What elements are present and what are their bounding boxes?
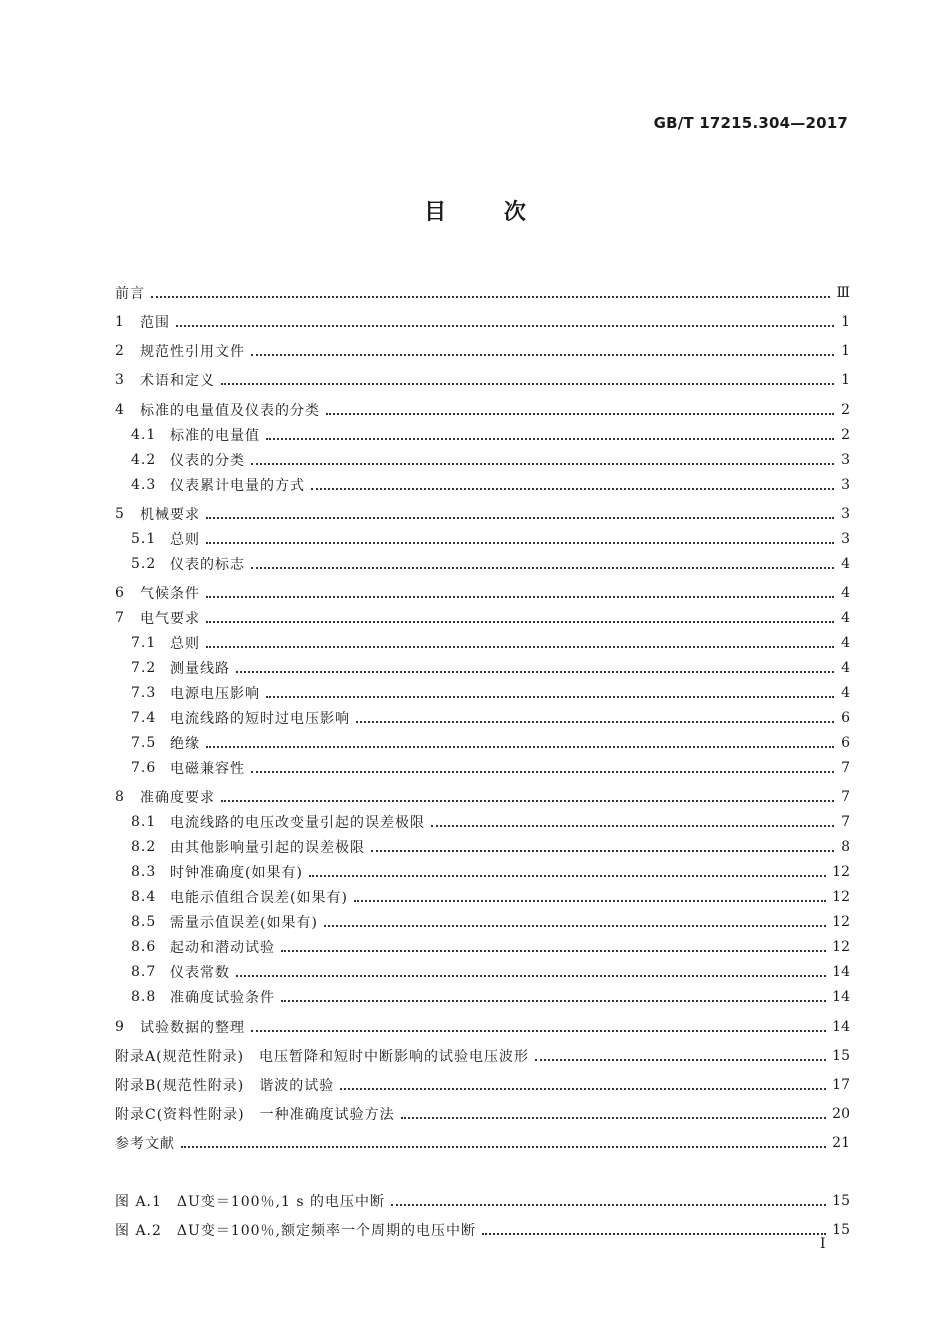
toc-entry-number: 4 xyxy=(115,402,125,418)
toc-entry-page: 12 xyxy=(832,864,850,880)
toc-entry-page: 7 xyxy=(841,760,850,776)
toc-entry-title: 附录A(规范性附录) 电压暂降和短时中断影响的试验电压波形 xyxy=(115,1049,530,1065)
toc-entry-page: 15 xyxy=(832,1048,850,1064)
toc-entry-page: 14 xyxy=(832,989,850,1005)
dot-leader xyxy=(311,487,834,490)
toc-entry-title: 标准的电量值 xyxy=(170,428,260,444)
toc-entry-number: 7.6 xyxy=(131,760,157,776)
toc-entry-title: 总则 xyxy=(170,532,200,548)
toc-entry-title: 规范性引用文件 xyxy=(140,344,245,360)
toc-entry-number: 5 xyxy=(115,506,125,522)
toc-entry-title: 需量示值误差(如果有) xyxy=(170,915,318,931)
toc-entry-page: 4 xyxy=(841,635,850,651)
standard-code: GB/T 17215.304—2017 xyxy=(653,114,848,132)
toc-entry-page: 15 xyxy=(832,1222,850,1238)
toc-entry-page: 14 xyxy=(832,1019,850,1035)
toc-entry-number: 9 xyxy=(115,1019,125,1035)
toc-entry-number: 8.8 xyxy=(131,989,157,1005)
dot-leader xyxy=(266,437,834,440)
toc-entry-title: 电磁兼容性 xyxy=(170,761,245,777)
toc-entry[interactable] xyxy=(115,1074,850,1096)
toc-entry-number: 4.2 xyxy=(131,452,157,468)
toc-entry-title: 电气要求 xyxy=(140,611,200,627)
toc-entry-page: 14 xyxy=(832,964,850,980)
toc-entry-page: 21 xyxy=(832,1135,850,1151)
page-number: Ⅰ xyxy=(820,1236,826,1252)
figure-list-entry[interactable] xyxy=(115,1190,850,1212)
toc-entry-page: 15 xyxy=(832,1193,850,1209)
toc-entry-number: 6 xyxy=(115,585,125,601)
toc-entry-number: 7.4 xyxy=(131,710,157,726)
toc-entry[interactable] xyxy=(131,811,850,833)
dot-leader xyxy=(356,720,834,723)
dot-leader xyxy=(236,670,834,673)
dot-leader xyxy=(181,1145,826,1148)
toc-entry[interactable] xyxy=(115,340,850,362)
toc-entry[interactable] xyxy=(131,553,850,575)
toc-entry-title: 准确度试验条件 xyxy=(170,990,275,1006)
toc-entry-number: 7.2 xyxy=(131,660,157,676)
toc-entry-number: 2 xyxy=(115,343,125,359)
toc-entry-number: 8.1 xyxy=(131,814,157,830)
dot-leader xyxy=(281,999,826,1002)
toc-entry[interactable] xyxy=(115,311,850,333)
toc-entry-title: 电流线路的短时过电压影响 xyxy=(170,711,350,727)
dot-leader xyxy=(324,924,826,927)
toc-entry-page: 1 xyxy=(841,372,850,388)
toc-entry-page: 1 xyxy=(841,314,850,330)
dot-leader xyxy=(151,295,830,298)
toc-entry[interactable] xyxy=(131,936,850,958)
dot-leader xyxy=(281,949,826,952)
toc-entry-number: 4.1 xyxy=(131,427,157,443)
toc-entry-number: 7.1 xyxy=(131,635,157,651)
toc-entry-title: 总则 xyxy=(170,636,200,652)
dot-leader xyxy=(266,695,834,698)
toc-entry-page: 4 xyxy=(841,685,850,701)
toc-entry-number: 3 xyxy=(115,372,125,388)
toc-entry[interactable] xyxy=(115,1016,850,1038)
toc-entry[interactable] xyxy=(115,369,850,391)
toc-entry[interactable] xyxy=(131,528,850,550)
toc-entry[interactable] xyxy=(115,399,850,421)
toc-entry-title: 绝缘 xyxy=(170,736,200,752)
toc-entry[interactable] xyxy=(131,861,850,883)
toc-entry-title: 标准的电量值及仪表的分类 xyxy=(140,403,320,419)
toc-entry-number: 7.3 xyxy=(131,685,157,701)
toc-entry-number: 8.6 xyxy=(131,939,157,955)
toc-entry-number: 1 xyxy=(115,314,125,330)
toc-entry-title: 参考文献 xyxy=(115,1136,175,1152)
dot-leader xyxy=(482,1232,826,1235)
toc-entry[interactable] xyxy=(131,682,850,704)
toc-entry-page: 3 xyxy=(841,506,850,522)
toc-entry-title: 机械要求 xyxy=(140,507,200,523)
dot-leader xyxy=(251,566,834,569)
toc-entry-number: 8 xyxy=(115,789,125,805)
toc-entry-page: 17 xyxy=(832,1077,850,1093)
toc-entry-number: 7 xyxy=(115,610,125,626)
toc-entry[interactable] xyxy=(131,911,850,933)
toc-entry-title: 仪表累计电量的方式 xyxy=(170,478,305,494)
toc-entry-number: 4.3 xyxy=(131,477,157,493)
dot-leader xyxy=(371,849,834,852)
dot-leader xyxy=(251,462,834,465)
toc-entry-page: 8 xyxy=(841,839,850,855)
dot-leader xyxy=(535,1058,826,1061)
toc-entry-title: 仪表的标志 xyxy=(170,557,245,573)
toc-entry-number: 7.5 xyxy=(131,735,157,751)
dot-leader xyxy=(236,974,826,977)
toc-entry-page: 4 xyxy=(841,610,850,626)
toc-entry-page: 6 xyxy=(841,710,850,726)
toc-entry-title: 图 A.2 ΔU变＝100％,额定频率一个周期的电压中断 xyxy=(115,1223,476,1239)
toc-entry-title: 时钟准确度(如果有) xyxy=(170,865,303,881)
toc-entry-title: 术语和定义 xyxy=(140,373,215,389)
toc-entry-page: 3 xyxy=(841,452,850,468)
dot-leader xyxy=(401,1116,827,1119)
dot-leader xyxy=(391,1203,826,1206)
toc-entry-number: 8.7 xyxy=(131,964,157,980)
toc-entry-title: 仪表常数 xyxy=(170,965,230,981)
toc-entry-page: Ⅲ xyxy=(836,285,850,301)
toc-entry-number: 8.2 xyxy=(131,839,157,855)
dot-leader xyxy=(206,645,834,648)
dot-leader xyxy=(326,412,834,415)
toc-entry[interactable] xyxy=(115,1045,850,1067)
toc-entry-title: 附录C(资料性附录) 一种准确度试验方法 xyxy=(115,1107,395,1123)
toc-entry-title: 由其他影响量引起的误差极限 xyxy=(170,840,365,856)
toc-entry[interactable] xyxy=(131,986,850,1008)
toc-entry[interactable] xyxy=(131,836,850,858)
dot-leader xyxy=(176,324,834,327)
toc-entry-title: 电流线路的电压改变量引起的误差极限 xyxy=(170,815,425,831)
dot-leader xyxy=(251,1029,826,1032)
toc-entry-page: 12 xyxy=(832,939,850,955)
toc-entry-title: 试验数据的整理 xyxy=(140,1020,245,1036)
toc-entry[interactable] xyxy=(131,657,850,679)
toc-entry[interactable] xyxy=(131,424,850,446)
dot-leader xyxy=(206,745,834,748)
dot-leader xyxy=(251,353,834,356)
toc-entry-page: 3 xyxy=(841,531,850,547)
toc-entry[interactable] xyxy=(131,707,850,729)
toc-entry-number: 8.4 xyxy=(131,889,157,905)
toc-entry[interactable] xyxy=(131,886,850,908)
toc-entry[interactable] xyxy=(131,732,850,754)
toc-entry-number: 8.3 xyxy=(131,864,157,880)
toc-entry-page: 20 xyxy=(832,1106,850,1122)
dot-leader xyxy=(206,541,834,544)
toc-entry-page: 3 xyxy=(841,477,850,493)
toc-entry[interactable] xyxy=(131,757,850,779)
toc-entry-page: 12 xyxy=(832,914,850,930)
toc-entry-title: 范围 xyxy=(140,315,170,331)
toc-entry-title: 仪表的分类 xyxy=(170,453,245,469)
toc-entry-page: 12 xyxy=(832,889,850,905)
toc-entry[interactable] xyxy=(115,582,850,604)
toc-entry-page: 2 xyxy=(841,402,850,418)
dot-leader xyxy=(206,516,834,519)
toc-entry-title: 前言 xyxy=(115,286,145,302)
toc-entry-title: 电源电压影响 xyxy=(170,686,260,702)
dot-leader xyxy=(221,382,834,385)
toc-entry[interactable] xyxy=(131,449,850,471)
toc-entry-title: 起动和潜动试验 xyxy=(170,940,275,956)
toc-entry-title: 气候条件 xyxy=(140,586,200,602)
toc-entry[interactable] xyxy=(131,961,850,983)
toc-entry[interactable] xyxy=(131,474,850,496)
toc-entry[interactable] xyxy=(115,786,850,808)
toc-entry-page: 2 xyxy=(841,427,850,443)
toc-entry[interactable] xyxy=(115,1103,850,1125)
toc-entry-number: 8.5 xyxy=(131,914,157,930)
toc-entry-page: 1 xyxy=(841,343,850,359)
dot-leader xyxy=(309,874,826,877)
figure-list-entry[interactable] xyxy=(115,1219,850,1241)
toc-entry-page: 6 xyxy=(841,735,850,751)
toc-entry-page: 7 xyxy=(841,789,850,805)
dot-leader xyxy=(206,620,834,623)
toc-entry[interactable] xyxy=(115,503,850,525)
toc-entry[interactable] xyxy=(115,607,850,629)
dot-leader xyxy=(431,824,834,827)
dot-leader xyxy=(221,799,834,802)
dot-leader xyxy=(206,595,834,598)
dot-leader xyxy=(340,1087,826,1090)
toc-entry-title: 图 A.1 ΔU变＝100％,1 s 的电压中断 xyxy=(115,1194,385,1210)
toc-entry-title: 电能示值组合误差(如果有) xyxy=(170,890,348,906)
page-title: 目 次 xyxy=(424,200,526,225)
toc-entry-title: 附录B(规范性附录) 谐波的试验 xyxy=(115,1078,335,1094)
toc-entry-title: 测量线路 xyxy=(170,661,230,677)
toc-entry[interactable] xyxy=(131,632,850,654)
dot-leader xyxy=(251,770,834,773)
toc-entry-page: 4 xyxy=(841,660,850,676)
toc-entry-number: 5.2 xyxy=(131,556,157,572)
toc-entry-title: 准确度要求 xyxy=(140,790,215,806)
toc-entry-number: 5.1 xyxy=(131,531,157,547)
toc-entry[interactable] xyxy=(115,282,850,304)
toc-entry-page: 4 xyxy=(841,556,850,572)
toc-entry[interactable] xyxy=(115,1132,850,1154)
dot-leader xyxy=(354,899,826,902)
toc-entry-page: 4 xyxy=(841,585,850,601)
toc-entry-page: 7 xyxy=(841,814,850,830)
